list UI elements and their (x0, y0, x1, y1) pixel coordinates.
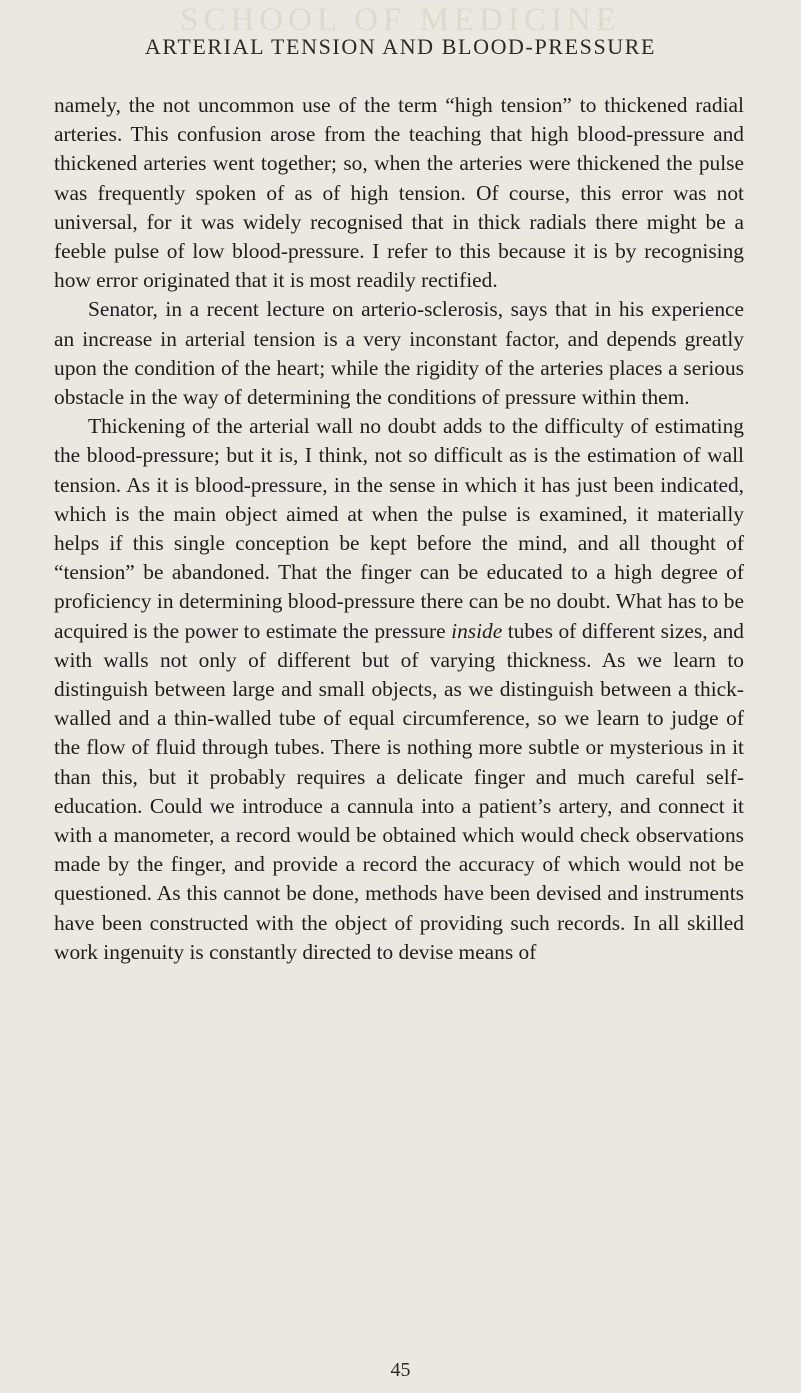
bleed-through-text: SCHOOL OF MEDICINE (180, 2, 621, 38)
paragraph-text: namely, the not uncommon use of the term “high tension” to thickened radial arteries. This confusion arose from the teaching that high blood-pressure and thickened arteries went together; so, when the arteries were thickened the pulse was frequently spoken of as of high tension. Of course, this error was not universal, for it was widely recognised that in thick radials there might be a feeble pulse of low blood-pressure. I refer to this because it is by recognising how error originated that it is most readily rectified. (54, 93, 744, 293)
page-number: 45 (390, 1359, 411, 1381)
body-text (54, 91, 744, 967)
italic-emphasis: inside (451, 618, 503, 643)
running-head: ARTERIAL TENSION AND BLOOD-PRESSURE (144, 34, 657, 59)
paragraph-text: Senator, in a recent lecture on arterio-sclerosis, says that in his experience an increase in arterial tension is a very inconstant factor, and depends greatly upon the condition of the heart; while the rigidity of the arteries places a serious obstacle in the way of determining the conditions of pressure within them. (54, 297, 744, 410)
paragraph-text: tubes of different sizes, and with walls not only of different but of varying thickness. As we learn to distinguish between large and small objects, as we distinguish between a thick-walled and a thin-walled tube of equal circumference, so we learn to judge of the flow of fluid through tubes. There is nothing more subtle or mysterious in it than this, but it probably requires a delicate finger and much careful self-education. Could we introduce a cannula into a patient’s artery, and connect it with a manometer, a record would be obtained which would check observations made by the finger, and provide a record the accuracy of which would not be questioned. As this cannot be done, methods have been devised and instruments have been constructed with the object of providing such records. In all skilled work ingenuity is constantly directed to devise means of (54, 618, 744, 964)
paragraph-text: Thickening of the arterial wall no doubt adds to the difficulty of estimating the blood-pressure; but it is, I think, not so difficult as is the estimation of wall tension. As it is blood-pressure, in the sense in which it has just been indicated, which is the main object aimed at when the pulse is examined, it materially helps if this single conception be kept before the mind, and all thought of “tension” be abandoned. That the finger can be educated to a high degree of proficiency in determining blood-pressure there can be no doubt. What has to be acquired is the power to estimate the pressure (54, 414, 744, 643)
paragraph (54, 91, 744, 295)
paragraph (54, 412, 744, 967)
paragraph (54, 295, 744, 412)
